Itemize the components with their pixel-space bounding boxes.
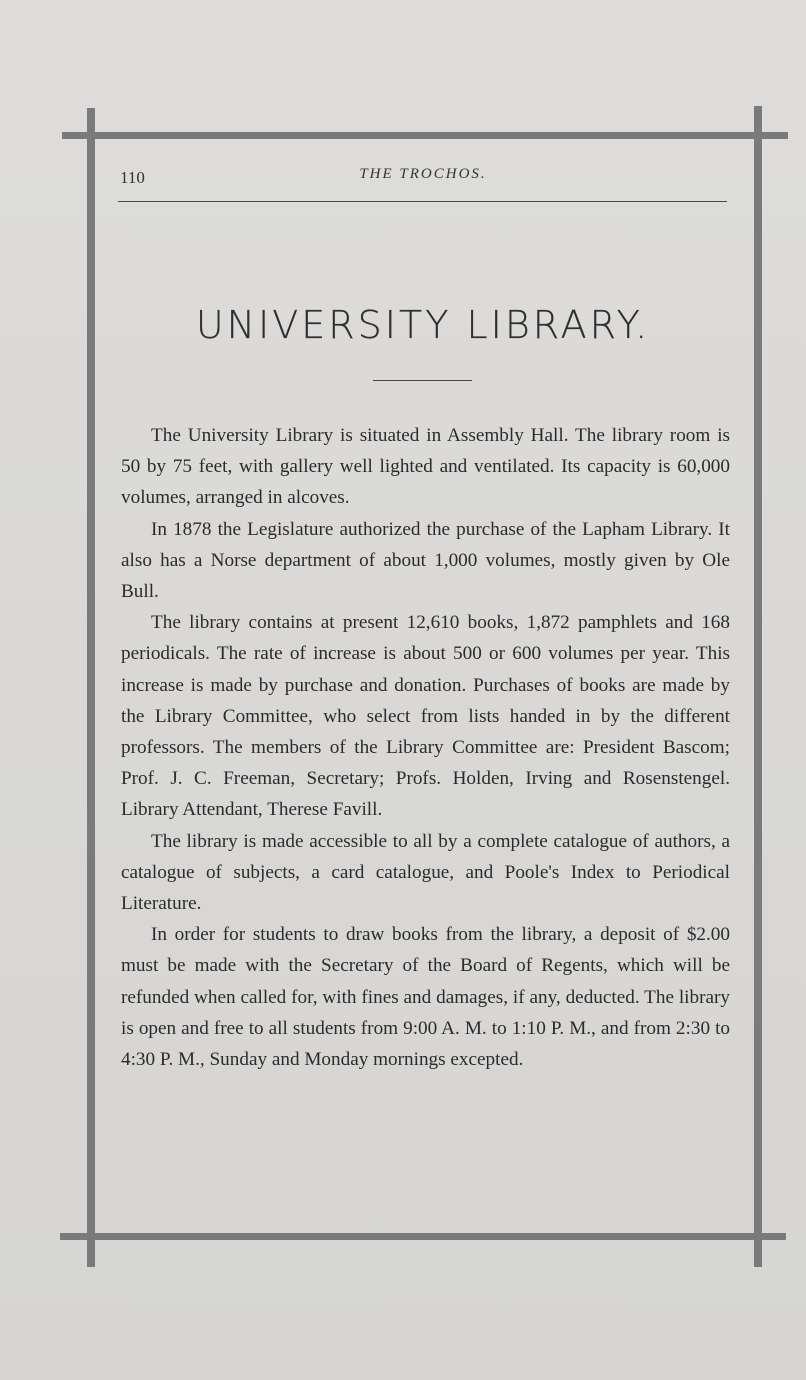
paragraph: The library is made accessible to all by a complete catalogue of authors, a catalogue of subjects, a card catalogue, and Poole's Index to Periodical Literature. (121, 830, 730, 915)
paragraph: In 1878 the Legislature authorized the purchase of the Lapham Library. It also has a Norse department of about 1,000 volumes, mostly given by Ole Bull. (121, 518, 730, 603)
header-divider (118, 201, 727, 202)
frame-rule-right (754, 106, 762, 1267)
page-header (118, 164, 728, 194)
page-number: 110 (120, 168, 145, 187)
paragraph: In order for students to draw books from the library, a deposit of $2.00 must be made with the Secretary of the Board of Regents, which will be refunded when called for, with fines and damages, if any, deducted. The library is open and free to all students from 9:00 A. M. to 1:10 P. M., and from 2:30 to 4:30 P. M., Sunday and Monday mornings excepted. (121, 924, 730, 1071)
page-title: UNIVERSITY LIBRARY. (195, 303, 651, 347)
frame-rule-bottom (60, 1233, 786, 1240)
frame-rule-top (62, 132, 788, 139)
frame-rule-left (87, 108, 95, 1267)
running-head: THE TROCHOS. (359, 166, 487, 182)
body-text (121, 420, 730, 1075)
paragraph: The library contains at present 12,610 books, 1,872 pamphlets and 168 periodicals. The rate of increase is about 500 or 600 volumes per year. This increase is made by purchase and donation. Purchases of books are made by the Library Committee, who select from lists handed in by the different professors. The members of the Library Committee are: President Bascom; Prof. J. C. Freeman, Secretary; Profs. Holden, Irving and Rosenstengel. Library Attendant, Therese Favill. (121, 612, 730, 821)
title-divider (373, 380, 472, 381)
paragraph: The University Library is situated in Assembly Hall. The library room is 50 by 75 feet, with gallery well lighted and ventilated. Its capacity is 60,000 volumes, arranged in alcoves. (121, 425, 730, 509)
